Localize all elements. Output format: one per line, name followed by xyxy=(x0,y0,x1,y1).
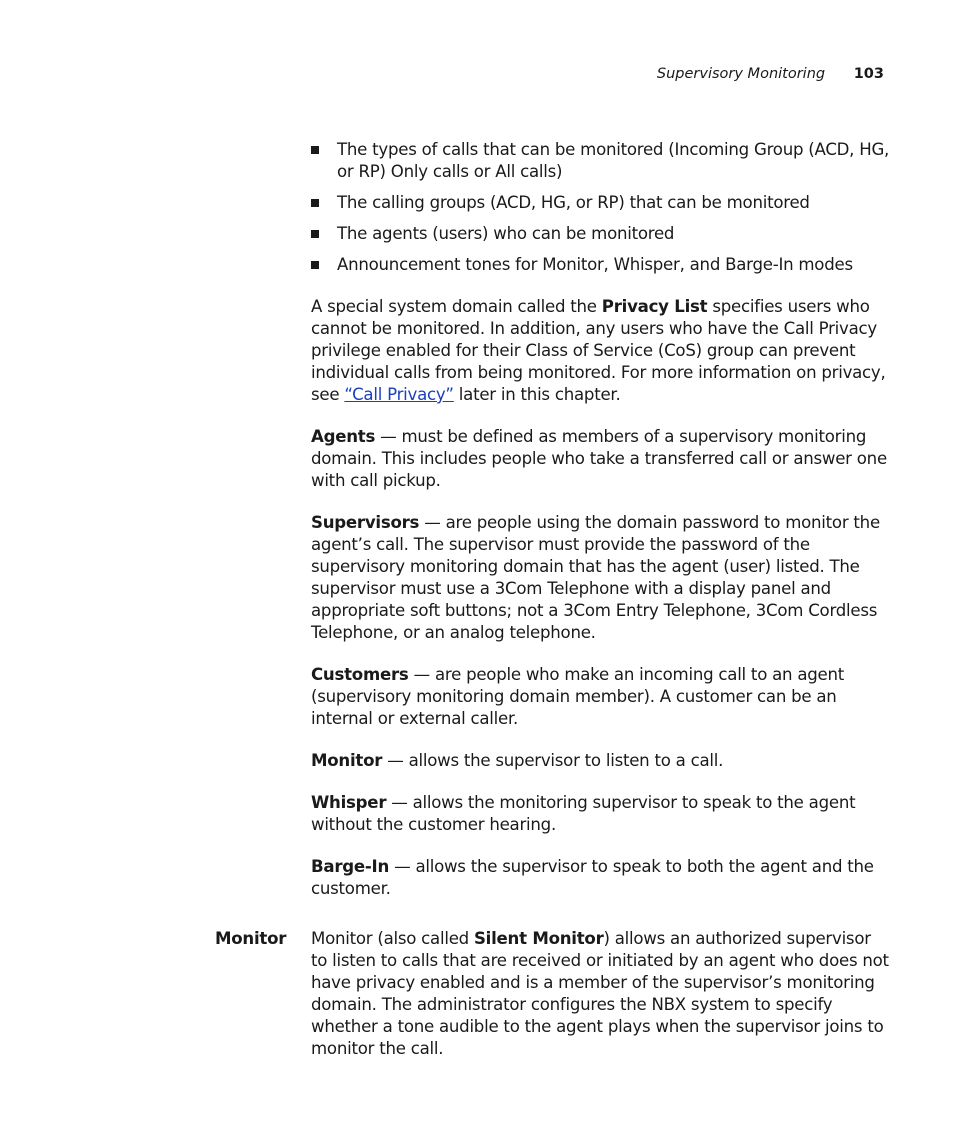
definition-supervisors xyxy=(311,512,891,644)
monitor-section-body xyxy=(311,928,891,1060)
header-section-title: Supervisory Monitoring xyxy=(656,66,826,82)
definition-monitor xyxy=(311,750,891,772)
silent-monitor-term: Silent Monitor xyxy=(473,929,604,948)
monitor-text-before: Monitor (also called xyxy=(311,929,474,948)
definition-term: Whisper xyxy=(311,793,387,812)
privacy-text-after: later in this chapter. xyxy=(453,385,621,404)
list-item-text: The agents (users) who can be monitored xyxy=(337,224,675,243)
list-item xyxy=(311,223,891,245)
definition-whisper xyxy=(311,792,891,836)
definition-term: Supervisors xyxy=(311,513,420,532)
body-column xyxy=(311,139,891,920)
definition-agents xyxy=(311,426,891,492)
definition-term: Barge-In xyxy=(311,857,390,876)
square-bullet-icon xyxy=(311,199,319,207)
definition-text: — allows the monitoring supervisor to speak to the agent without the customer hearing. xyxy=(311,793,856,834)
list-item-text: Announcement tones for Monitor, Whisper, and Barge-In modes xyxy=(337,255,853,274)
list-item-text: The calling groups (ACD, HG, or RP) that can be monitored xyxy=(337,193,810,212)
page-number: 103 xyxy=(853,66,884,82)
privacy-text-before: A special system domain called the xyxy=(311,297,602,316)
call-privacy-link[interactable]: “Call Privacy” xyxy=(344,385,454,404)
definition-customers xyxy=(311,664,891,730)
definition-term: Customers xyxy=(311,665,409,684)
definition-text: — allows the supervisor to speak to both the agent and the customer. xyxy=(311,857,874,898)
definition-text: — must be defined as members of a supervisory monitoring domain. This includes people who take a transferred call or answer one with call pickup. xyxy=(311,427,887,490)
list-item xyxy=(311,139,891,183)
definition-barge-in xyxy=(311,856,891,900)
definition-text: — allows the supervisor to listen to a call. xyxy=(382,751,724,770)
monitor-section xyxy=(215,928,891,1060)
monitor-text-after: ) allows an authorized supervisor to listen to calls that are received or initiated by an agent who does not have privacy enabled and is a member of the supervisor’s monitoring domain. The administrator configures the NBX system to specify whether a tone audible to the agent plays when the supervisor joins to monitor the call. xyxy=(311,929,889,1058)
definition-text: — are people using the domain password to monitor the agent’s call. The supervisor must provide the password of the supervisory monitoring domain that has the agent (user) listed. The supervisor must use a 3Com Telephone with a display panel and appropriate soft buttons; not a 3Com Entry Telephone, 3Com Cordless Telephone, or an analog telephone. xyxy=(311,513,880,642)
privacy-text-middle: specifies users who cannot be monitored. In addition, any users who have the Call Privacy privilege enabled for their Class of Service (CoS) group can prevent individual calls from being monitored. For more information on privacy, see xyxy=(311,297,886,404)
square-bullet-icon xyxy=(311,261,319,269)
definition-term: Monitor xyxy=(311,751,383,770)
square-bullet-icon xyxy=(311,230,319,238)
list-item xyxy=(311,254,891,276)
running-header xyxy=(657,66,884,82)
privacy-list-term: Privacy List xyxy=(601,297,708,316)
privacy-list-paragraph xyxy=(311,296,891,406)
square-bullet-icon xyxy=(311,146,319,154)
monitoring-options-list xyxy=(311,139,891,276)
definition-text: — are people who make an incoming call to an agent (supervisory monitoring domain member). A customer can be an internal or external caller. xyxy=(311,665,845,728)
section-side-heading: Monitor xyxy=(215,929,287,948)
list-item-text: The types of calls that can be monitored (Incoming Group (ACD, HG, or RP) Only calls or All calls) xyxy=(337,140,890,181)
list-item xyxy=(311,192,891,214)
definition-term: Agents xyxy=(311,427,376,446)
